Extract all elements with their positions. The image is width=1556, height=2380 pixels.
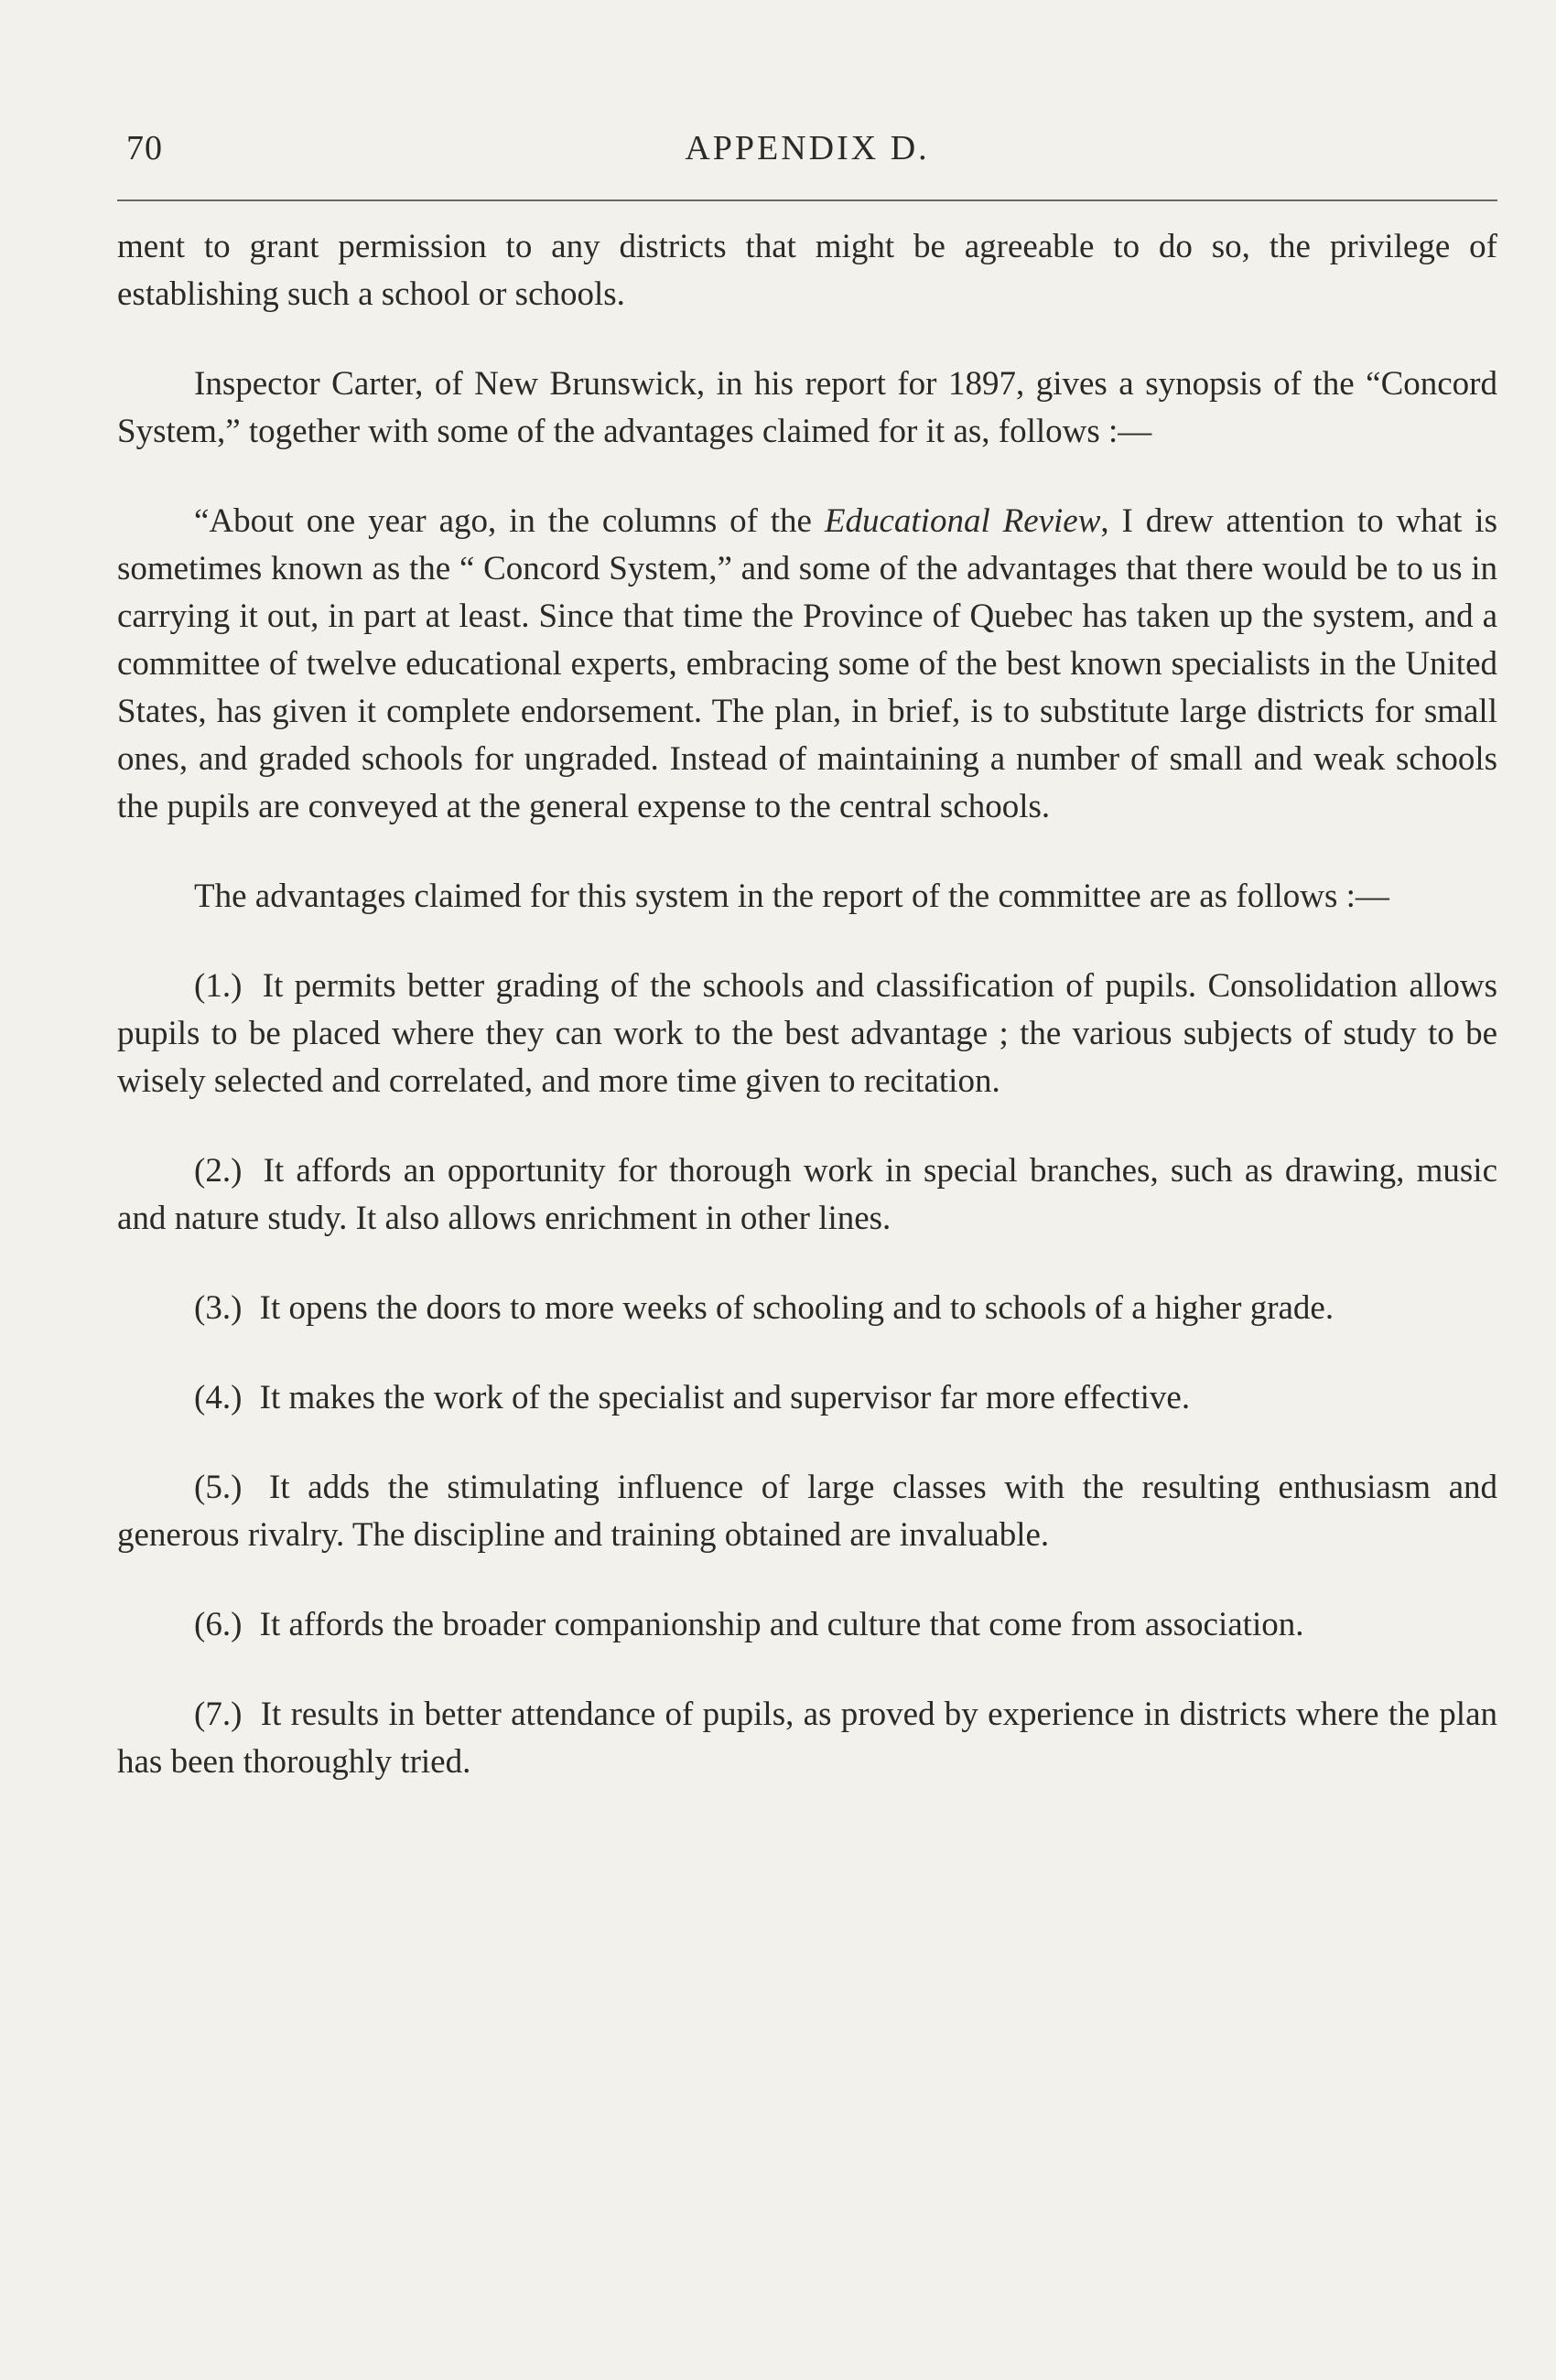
advantage-number: (3.) <box>194 1289 243 1327</box>
quotation-text-start: “About one year ago, in the columns of the <box>194 502 825 540</box>
document-page <box>117 0 1497 2380</box>
advantage-text: It affords an opportunity for thorough work in special branches, such as drawing, music and nature study. It also allows enrichment in other lines. <box>117 1152 1497 1237</box>
advantage-item-7 <box>117 1691 1497 1786</box>
advantage-number: (2.) <box>194 1152 243 1190</box>
advantage-text: It makes the work of the specialist and supervisor far more effective. <box>259 1379 1191 1416</box>
paragraph-advantages-intro: The advantages claimed for this system in the report of the committee are as follows :— <box>194 878 1389 915</box>
advantage-text: It results in better attendance of pupils, as proved by experience in districts where the plan has been thoroughly tried. <box>117 1696 1498 1781</box>
advantage-number: (4.) <box>194 1379 243 1416</box>
advantage-item-5 <box>117 1464 1497 1559</box>
quotation-text-end: , I drew attention to what is sometimes known as the “ Concord System,” and some of the advantages that there would be to us in carrying it out, in part at least. Since that time the Province of Quebec has taken up the system, and a committee of twelve educational experts, embracing some of the best known specialists in the United States, has given it complete endorsement. The plan, in brief, is to substitute large districts for small ones, and graded schools for ungraded. Instead of maintaining a number of small and weak schools the pupils are conveyed at the general expense to the central schools. <box>117 502 1497 825</box>
paragraph-quotation <box>117 498 1497 831</box>
body-text <box>117 223 1497 1828</box>
advantage-text: It opens the doors to more weeks of schooling and to schools of a higher grade. <box>259 1289 1334 1327</box>
advantage-text: It adds the stimulating influence of large classes with the resulting enthusiasm and generous rivalry. The discipline and training obtained are invaluable. <box>117 1469 1498 1554</box>
advantage-item-2 <box>117 1147 1497 1243</box>
header-rule <box>117 199 1497 201</box>
paragraph-inspector-carter: Inspector Carter, of New Brunswick, in his report for 1897, gives a synopsis of the “Concord System,” together with some of the advantages claimed for it as, follows :— <box>117 365 1497 450</box>
advantage-item-3 <box>117 1285 1497 1332</box>
advantage-item-4 <box>117 1374 1497 1422</box>
advantage-number: (7.) <box>194 1696 243 1733</box>
running-title: APPENDIX D. <box>685 129 930 167</box>
journal-title: Educational Review <box>824 502 1101 540</box>
advantage-item-1 <box>117 963 1497 1105</box>
page-header <box>117 128 1497 183</box>
advantage-number: (5.) <box>194 1469 243 1506</box>
advantage-number: (1.) <box>194 967 243 1005</box>
advantage-text: It affords the broader companionship and culture that come from association. <box>259 1606 1304 1643</box>
paragraph-continuation: ment to grant permission to any districts that might be agreeable to do so, the privilege of establishing such a school or schools. <box>117 228 1497 313</box>
advantage-item-6 <box>117 1601 1497 1649</box>
page-number: 70 <box>126 129 163 167</box>
advantage-number: (6.) <box>194 1606 243 1643</box>
advantage-text: It permits better grading of the schools and classification of pupils. Consolidation allows pupils to be placed where they can work to the best advantage ; the various subjects of study to be wisely selected and correlated, and more time given to recitation. <box>117 967 1497 1100</box>
